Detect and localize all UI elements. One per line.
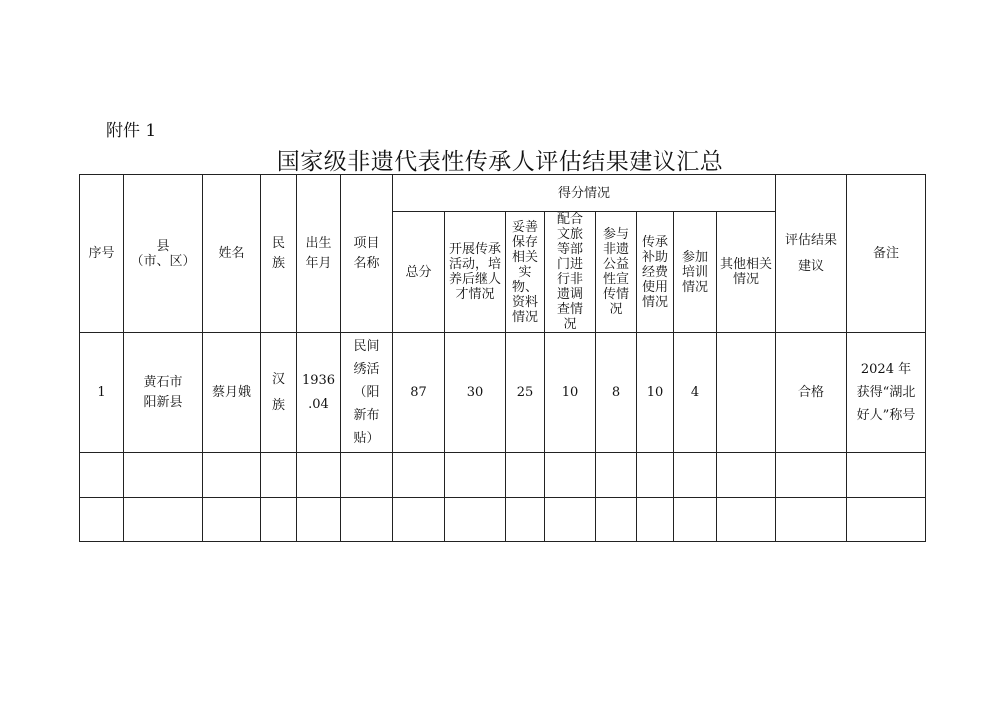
empty-cell (674, 498, 717, 542)
empty-cell (445, 453, 506, 498)
empty-cell (596, 498, 637, 542)
empty-cell (506, 453, 545, 498)
empty-cell (124, 498, 203, 542)
cell-birth (297, 333, 341, 453)
empty-cell (717, 453, 776, 498)
cell-ethnicity (261, 333, 297, 453)
header-col1 (445, 212, 506, 333)
cell-county (124, 333, 203, 453)
header-ethnicity (261, 175, 297, 333)
cell-s3: 10 (545, 333, 596, 453)
empty-cell (847, 498, 926, 542)
header-remark: 备注 (847, 175, 926, 333)
header-county-line1: 县 (156, 238, 170, 254)
empty-cell (297, 453, 341, 498)
cell-birth-line1: 1936 (301, 372, 336, 388)
header-county-line2: （市、区） (130, 253, 196, 269)
empty-cell (596, 453, 637, 498)
empty-cell (261, 453, 297, 498)
summary-table (79, 174, 926, 542)
header-col5-text: 传承补助经费使用情况 (642, 234, 669, 310)
cell-birth-line2: .04 (308, 396, 329, 412)
header-ethnicity-text: 民族 (271, 235, 285, 271)
empty-cell (80, 498, 124, 542)
empty-cell (545, 453, 596, 498)
header-col4-text: 参与非遗公益性宣传情况 (603, 227, 630, 317)
header-project (341, 175, 393, 333)
header-col2-text: 妥善保存相关实物、资料情况 (511, 219, 538, 325)
empty-cell (203, 453, 261, 498)
cell-s1: 30 (445, 333, 506, 453)
table-row (80, 498, 926, 542)
empty-cell (637, 498, 674, 542)
header-col6-text: 参加培训情况 (681, 249, 708, 295)
header-col7-text: 其他相关情况 (720, 257, 773, 287)
empty-cell (203, 498, 261, 542)
empty-cell (717, 498, 776, 542)
header-col2 (506, 212, 545, 333)
empty-cell (261, 498, 297, 542)
empty-cell (80, 453, 124, 498)
empty-cell (393, 453, 445, 498)
empty-cell (847, 453, 926, 498)
header-seq: 序号 (80, 175, 124, 333)
cell-county-text: 黄石市阳新县 (143, 374, 183, 410)
table-row (80, 333, 926, 453)
cell-s4: 8 (596, 333, 637, 453)
header-result-text: 评估结果建议 (784, 232, 837, 274)
document-title: 国家级非遗代表性传承人评估结果建议汇总 (276, 149, 724, 175)
cell-project-text: 民间绣活（阳新布贴） (353, 339, 380, 446)
cell-s7 (717, 333, 776, 453)
header-col3 (545, 212, 596, 333)
header-result (776, 175, 847, 333)
header-score-group: 得分情况 (393, 175, 776, 212)
empty-cell (341, 453, 393, 498)
table-row (80, 453, 926, 498)
empty-cell (341, 498, 393, 542)
cell-project (341, 333, 393, 453)
empty-cell (637, 453, 674, 498)
empty-cell (124, 453, 203, 498)
header-birth (297, 175, 341, 333)
header-name: 姓名 (203, 175, 261, 333)
header-project-text: 项目名称 (353, 235, 380, 271)
empty-cell (445, 498, 506, 542)
cell-ethnicity-text: 汉族 (271, 371, 285, 413)
cell-s2: 25 (506, 333, 545, 453)
cell-s6: 4 (674, 333, 717, 453)
cell-remark-text: 2024 年获得“湖北好人”称号 (856, 362, 916, 423)
header-total: 总分 (393, 212, 445, 333)
cell-name: 蔡月娥 (203, 333, 261, 453)
empty-cell (297, 498, 341, 542)
cell-total: 87 (393, 333, 445, 453)
header-col4 (596, 212, 637, 333)
empty-cell (545, 498, 596, 542)
header-col6 (674, 212, 717, 333)
empty-cell (776, 453, 847, 498)
header-col3-text: 配合文旅等部门进行非遗调查情况 (557, 212, 584, 332)
attachment-label: 附件 1 (106, 121, 157, 141)
empty-cell (674, 453, 717, 498)
header-col1-text: 开展传承活动，培养后继人才情况 (448, 242, 501, 302)
empty-cell (393, 498, 445, 542)
cell-s5: 10 (637, 333, 674, 453)
empty-cell (776, 498, 847, 542)
header-row-1 (80, 175, 926, 212)
header-birth-text: 出生年月 (305, 235, 332, 271)
header-col5 (637, 212, 674, 333)
cell-seq: 1 (80, 333, 124, 453)
header-col7 (717, 212, 776, 333)
cell-remark (847, 333, 926, 453)
header-county (124, 175, 203, 333)
empty-cell (506, 498, 545, 542)
cell-result: 合格 (776, 333, 847, 453)
